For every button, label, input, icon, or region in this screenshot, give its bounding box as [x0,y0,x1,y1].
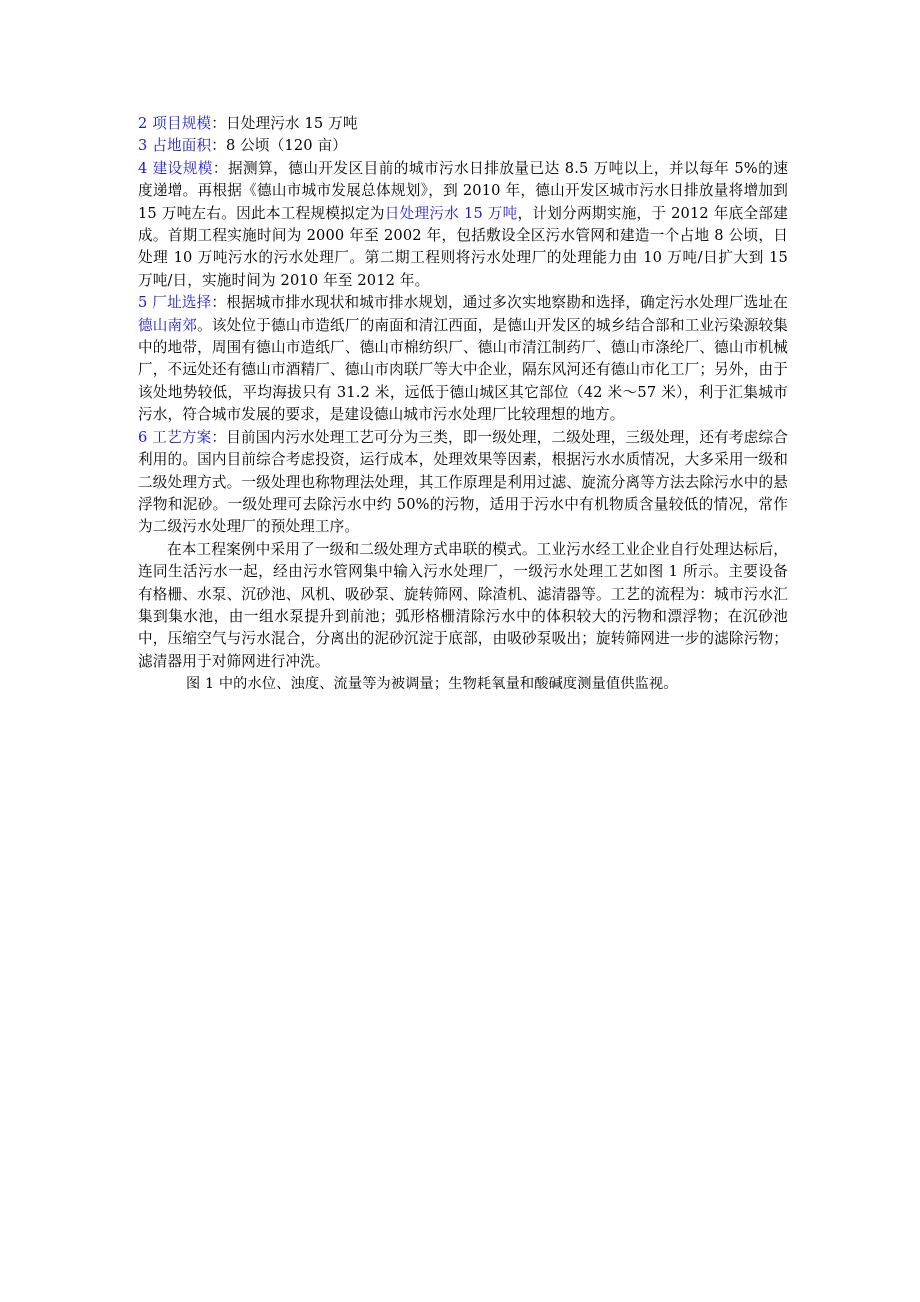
item-number: 4 [138,159,148,177]
item-body-after: 。该处位于德山市造纸厂的南面和清江西面，是德山开发区的城乡结合部和工业污染源较集中的地带，周围有德山市造纸厂、德山市棉纺织厂、德山市清江制药厂、德山市涤纶厂、德山市机械厂，不远处还有德山市酒精厂、德山市肉联厂等大中企业，隔东风河还有德山市化工厂；另外，由于该处地势较低，平均海拔只有 31.2 米，远低于德山城区其它部位（42 米～57 米），利于汇集城市污水，符合城市发展的要求，是建设德山城市污水处理厂比较理想的地方。 [138,316,788,424]
item-heading: 项目规模 [152,115,212,132]
item-project-scale [138,113,788,135]
item-body: ：日处理污水 15 万吨 [211,115,358,132]
item-heading: 工艺方案 [152,428,212,446]
document-body [138,113,788,696]
item-body-after: ，计划分两期实施，于 2012 年底全部建成。首期工程实施时间为 2000 年至 2002 年，包括敷设全区污水管网和建造一个占地 8 公顷，日处理 10 万吨污水的污水处理厂。第二期工程则将污水处理厂的处理能力由 10 万吨/日扩大到 15 万吨/日，实施时间为 2010 年至 2012 年。 [138,204,788,289]
paragraph-case-description: 在本工程案例中采用了一级和二级处理方式串联的模式。工业污水经工业企业自行处理达标后，连同生活污水一起，经由污水管网集中输入污水处理厂，一级污水处理工艺如图 1 所示。主要设备有格栅、水泵、沉砂池、风机、吸砂泵、旋转筛网、除渣机、滤清器等。工艺的流程为：城市污水汇集到集水池，由一组水泵提升到前池；弧形格栅清除污水中的体积较大的污物和漂浮物；在沉砂池中，压缩空气与污水混合，分离出的泥砂沉淀于底部，由吸砂泵吸出；旋转筛网进一步的滤除污物；滤清器用于对筛网进行冲洗。 [138,540,788,670]
item-body: ：目前国内污水处理工艺可分为三类，即一级处理，二级处理，三级处理，还有考虑综合利用的。国内目前综合考虑投资，运行成本，处理效果等因素，根据污水水质情况，大多采用一级和二级处理方式。一级处理也称物理法处理，其工作原理是利用过滤、旋流分离等方法去除污水中的悬浮物和泥砂。一级处理可去除污水中约 50%的污物，适用于污水中有机物质含量较低的情况，常作为二级污水处理厂的预处理工序。 [138,428,788,536]
item-number: 5 [138,294,148,312]
item-body-before: ：据测算，德山开发区目前的城市污水日排放量已达 8.5 万吨以上，并以每年 5%的速度递增。再根据《德山市城市发展总体规划》，到 2010 年，德山开发区城市污水日排放量将增加到 15 万吨左右。因此本工程规模拟定为 [138,159,788,222]
item-number: 2 [138,115,148,132]
item-highlight: 日处理污水 15 万吨 [384,204,518,222]
item-land-area [138,135,788,157]
item-number: 6 [138,428,148,446]
item-heading: 建设规模 [152,159,213,177]
item-process-plan [138,427,788,539]
item-number: 3 [138,137,148,155]
item-body: ：8 公顷（120 亩） [211,137,347,155]
item-body-before: ：根据城市排水现状和城市排水规划，通过多次实地察勘和选择，确定污水处理厂选址在 [211,294,788,312]
item-highlight: 德山南郊 [138,316,198,334]
item-heading: 占地面积 [152,137,212,155]
item-heading: 厂址选择 [152,294,212,312]
item-construction-scale [138,158,788,292]
paragraph-figure-note: 图 1 中的水位、浊度、流量等为被调量；生物耗氧量和酸碱度测量值供监视。 [186,676,678,693]
item-site-selection [138,292,788,426]
